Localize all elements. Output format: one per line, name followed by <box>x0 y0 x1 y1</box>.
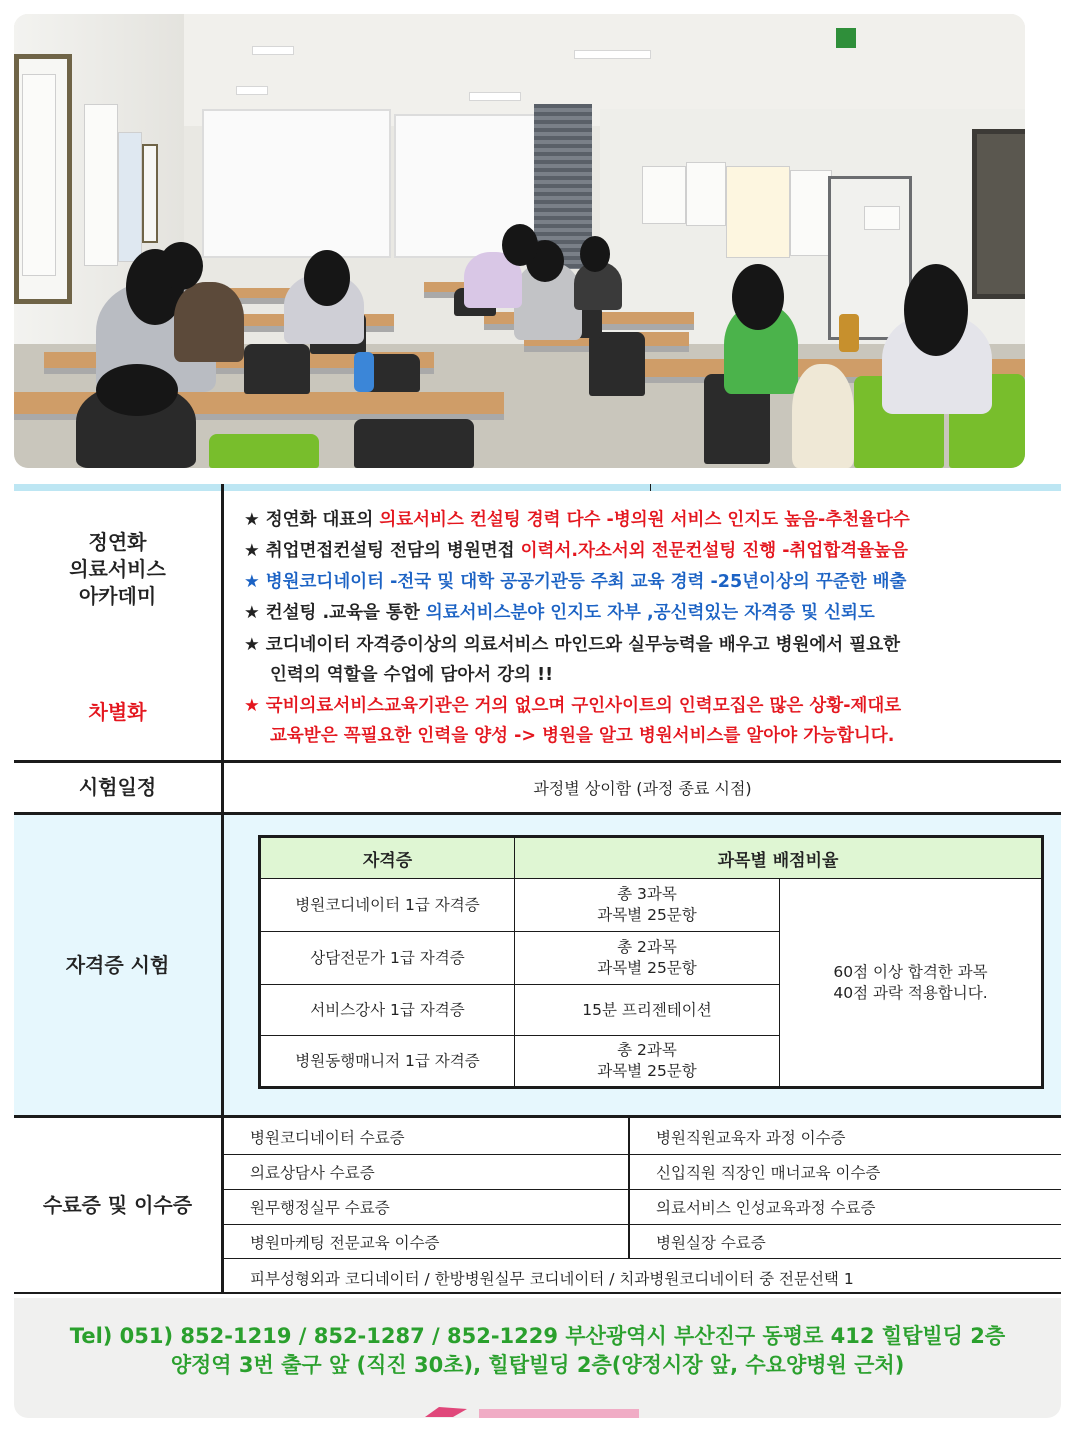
exam-schedule-label: 시험일정 <box>78 775 157 799</box>
star-icon: ★ <box>244 541 260 561</box>
feature-line <box>244 539 908 563</box>
ratio-line: 총 2과목 <box>617 938 677 956</box>
star-icon: ★ <box>244 696 260 716</box>
feature-highlight: 의료서비스분야 인지도 자부 ,공신력있는 자격증 및 신뢰도 <box>425 603 875 623</box>
feature-highlight: 교육받은 꼭필요한 인력을 양성 -> 병원을 알고 병원서비스를 알아야 가능합니다. <box>270 726 895 746</box>
certificate-ratio <box>514 984 780 1036</box>
cardigan <box>792 364 854 468</box>
footer <box>14 1298 1061 1418</box>
ratio-line: 총 2과목 <box>617 1041 677 1059</box>
classroom-photo <box>14 14 1025 468</box>
chair <box>244 344 310 394</box>
student-hair <box>904 264 968 356</box>
completion-item: 병원코디네이터 수료증 <box>250 1129 405 1147</box>
feature-text: 컨설팅 .교육을 통한 <box>265 603 426 623</box>
completion-item: 병원직원교육자 과정 이수증 <box>656 1129 846 1147</box>
feature-text: 정연화 대표의 <box>265 510 380 530</box>
pass-criteria <box>779 878 1042 1087</box>
divider <box>222 1154 1061 1155</box>
staff-only-sign <box>864 206 900 230</box>
certificate-name: 서비스강사 1급 자격증 <box>260 984 515 1036</box>
poster <box>726 166 790 258</box>
feature-highlight: 이력서.자소서외 전문컨설팅 진행 -취업합격율높음 <box>520 541 908 561</box>
feature-highlight: 병원코디네이터 -전국 및 대학 공공기관등 주최 교육 경력 -25년이상의 꾸준한 배출 <box>265 572 907 592</box>
academy-name-line: 의료서비스 <box>69 556 166 581</box>
feature-text: 취업면접컨설팅 전담의 병원면접 <box>265 541 521 561</box>
chair <box>209 434 319 468</box>
certificate-exam-label: 자격증 시험 <box>65 952 170 977</box>
star-icon: ★ <box>244 572 260 592</box>
projector-screen <box>202 109 391 258</box>
student-hair <box>159 242 203 290</box>
column-divider <box>628 1118 630 1258</box>
top-accent-bar <box>14 484 1061 491</box>
completion-item: 신입직원 직장인 매너교육 이수증 <box>656 1164 881 1182</box>
academy-logo <box>419 1403 649 1418</box>
academy-name-line: 정연화 <box>88 529 147 554</box>
chair <box>589 332 645 396</box>
contact-line: Tel) 051) 852-1219 / 852-1287 / 852-1229 부산광역시 부산진구 동평로 412 힐탑빌딩 2층 <box>69 1324 1006 1348</box>
feature-line <box>244 601 875 625</box>
completion-item: 의료상담사 수료증 <box>250 1164 375 1182</box>
chair <box>354 419 474 468</box>
academy-name-line: 아카데미 <box>78 583 157 608</box>
feature-highlight: 의료서비스 컨설팅 경력 다수 -병의원 서비스 인지도 높음-추천율다수 <box>379 510 910 530</box>
student-hair <box>580 236 610 272</box>
logo-mark <box>419 1403 649 1418</box>
exit-sign <box>836 28 856 48</box>
student-hair <box>304 250 350 306</box>
ratio-line: 과목별 25문항 <box>597 959 697 977</box>
feature-text: 인력의 역할을 수업에 담아서 강의 !! <box>270 665 554 685</box>
column-divider <box>650 484 651 491</box>
feature-highlight: 국비의료서비스교육기관은 거의 없으며 구인사이트의 인력모집은 많은 상황-제대로 <box>265 696 902 716</box>
student-hair <box>502 224 538 266</box>
divider <box>222 1258 1061 1259</box>
certificate-table <box>258 835 1044 1089</box>
star-icon: ★ <box>244 635 260 655</box>
notice-paper <box>84 104 118 266</box>
star-icon: ★ <box>244 603 260 623</box>
info-table <box>14 484 1061 1296</box>
poster <box>790 170 832 256</box>
completion-item: 의료서비스 인성교육과정 수료증 <box>656 1199 876 1217</box>
student-hair <box>732 264 784 330</box>
ceiling-light <box>469 92 521 101</box>
drink-cup <box>839 314 859 352</box>
feature-line <box>270 663 553 687</box>
feature-text: 코디네이터 자격증이상의 의료서비스 마인드와 실무능력을 배우고 병원에서 필요한 <box>265 635 901 655</box>
ceiling-light <box>574 50 651 59</box>
certificate-name: 병원코디네이터 1급 자격증 <box>260 878 515 932</box>
header-certificate: 자격증 <box>260 837 515 879</box>
ratio-line: 과목별 25문항 <box>597 1062 697 1080</box>
feature-line <box>244 633 900 657</box>
completion-item: 병원실장 수료증 <box>656 1234 766 1252</box>
feature-line <box>270 724 894 748</box>
student-hair <box>96 364 178 416</box>
ceiling-light <box>236 86 268 95</box>
completion-specialty: 피부성형외과 코디네이터 / 한방병원실무 코디네이터 / 치과병원코디네이터 중 전문선택 1 <box>250 1270 854 1288</box>
star-icon: ★ <box>244 510 260 530</box>
feature-line <box>244 694 901 718</box>
feature-line <box>244 508 910 532</box>
divider <box>222 1224 1061 1225</box>
poster <box>642 166 686 224</box>
certificate-ratio <box>514 878 780 932</box>
water-bottle <box>354 352 374 392</box>
pass-criteria-line: 40점 과락 적용합니다. <box>833 983 988 1002</box>
ratio-line: 과목별 25문항 <box>597 906 697 924</box>
feature-line <box>244 570 906 594</box>
completion-item: 병원마케팅 전문교육 이수증 <box>250 1234 440 1252</box>
completion-label: 수료증 및 이수증 <box>42 1192 193 1217</box>
column-divider <box>221 484 224 1292</box>
address-line: 양정역 3번 출구 앞 (직진 30초), 힐탑빌딩 2층(양정시장 앞, 수요양병원 근처) <box>170 1353 905 1377</box>
ratio-line: 총 3과목 <box>617 885 677 903</box>
notice-paper <box>118 132 142 262</box>
pass-criteria-line: 60점 이상 합격한 과목 <box>833 962 988 981</box>
ceiling-light <box>252 46 294 55</box>
completion-item: 원무행정실무 수료증 <box>250 1199 390 1217</box>
header-ratio: 과목별 배점비율 <box>514 837 1042 879</box>
differentiation-label: 차별화 <box>88 699 147 724</box>
certificate-ratio <box>514 931 780 985</box>
cabinet <box>972 129 1025 299</box>
certificate-name: 병원동행매니저 1급 자격증 <box>260 1035 515 1087</box>
ratio-line: 15분 프리젠테이션 <box>582 1000 712 1019</box>
certificate-name: 상담전문가 1급 자격증 <box>260 931 515 985</box>
divider <box>222 1189 1061 1190</box>
poster <box>686 162 726 226</box>
certificate-ratio <box>514 1035 780 1087</box>
notice-paper <box>22 74 56 276</box>
notice-board <box>142 144 158 243</box>
divider <box>14 1292 1061 1294</box>
student <box>174 282 244 362</box>
academy-name <box>14 524 221 614</box>
exam-schedule-value: 과정별 상이함 (과정 종료 시점) <box>533 779 752 798</box>
